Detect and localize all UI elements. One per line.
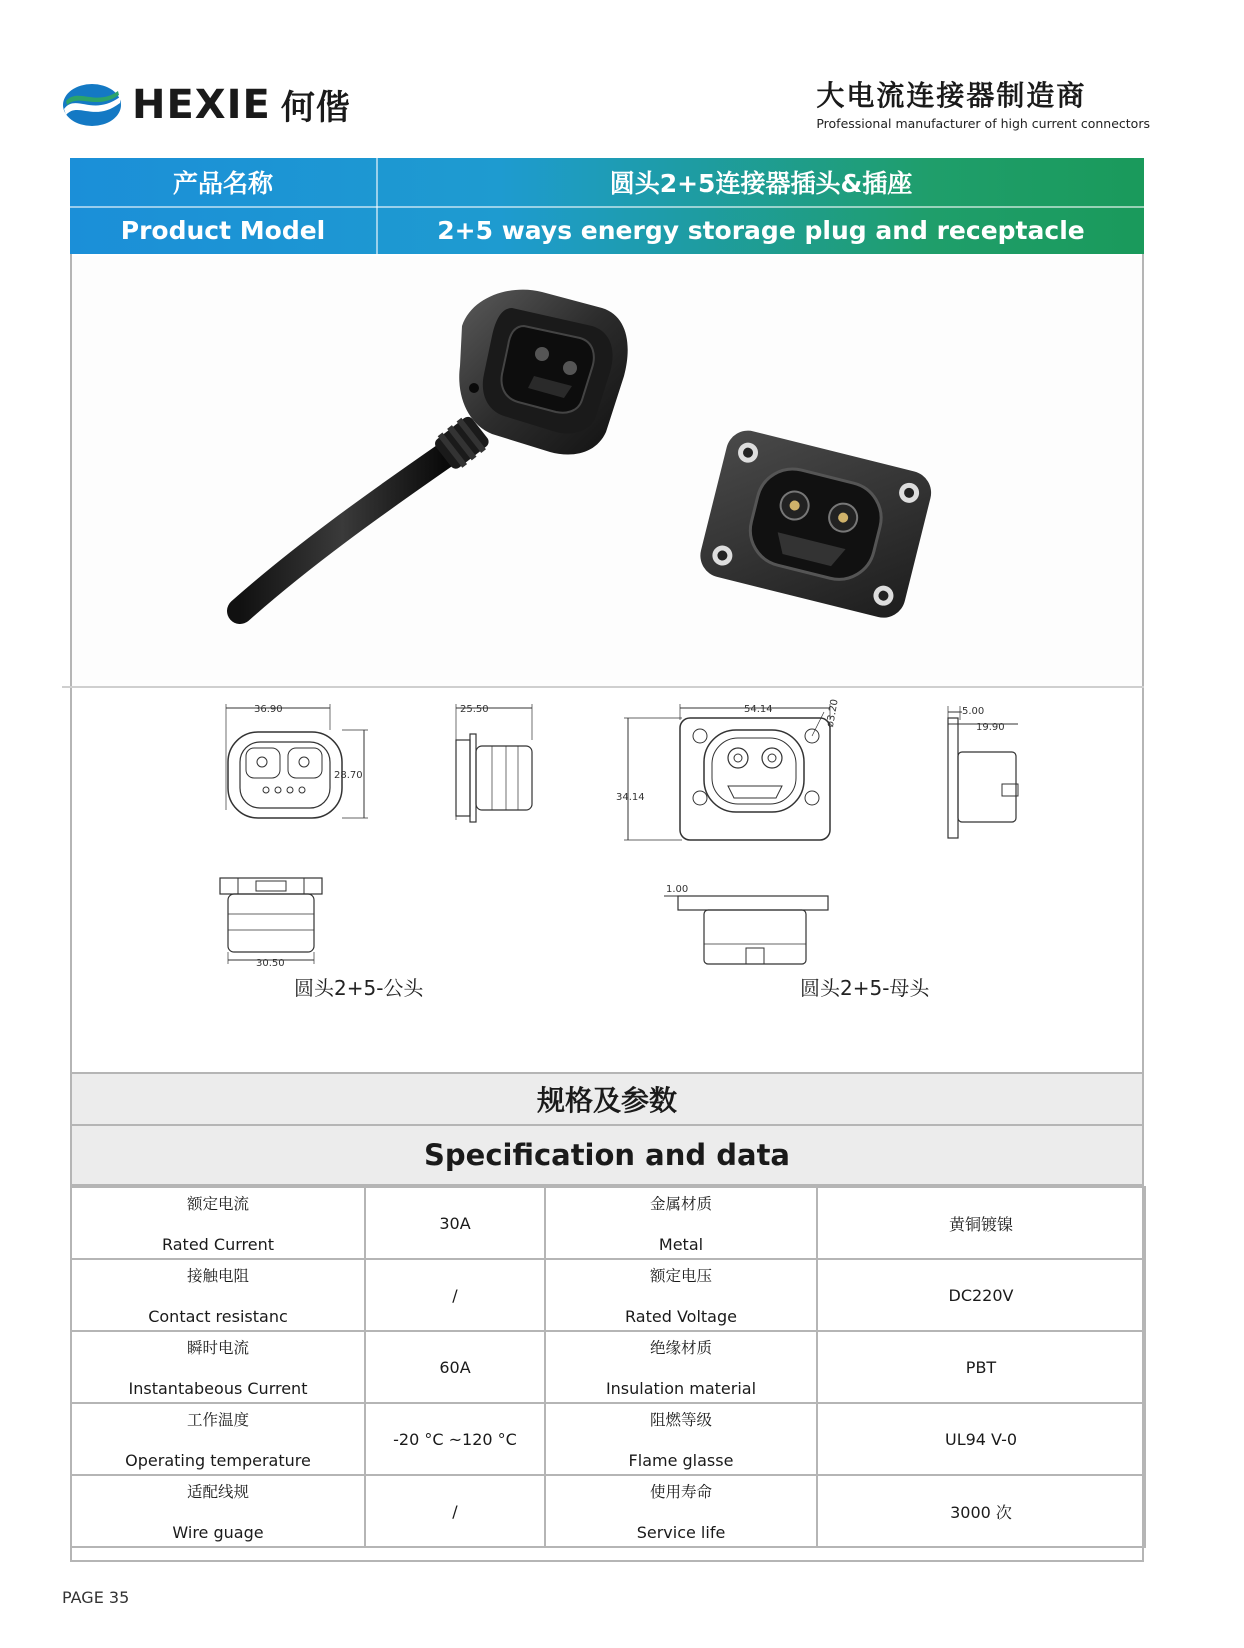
hexie-wave-logo-icon xyxy=(62,83,122,127)
table-row xyxy=(71,1331,1145,1403)
product-photo-image xyxy=(72,256,1142,686)
spec-label-cn: 阻燃等级 xyxy=(649,1411,712,1429)
male-side-view xyxy=(456,704,532,822)
table-row xyxy=(71,1403,1145,1475)
brand-logo xyxy=(62,80,351,129)
spec-heading-cn: 规格及参数 xyxy=(72,1072,1142,1126)
table-row xyxy=(71,1259,1145,1331)
spec-label-right xyxy=(545,1475,817,1547)
spec-label-cn: 额定电压 xyxy=(649,1267,712,1285)
product-name-label: 产品名称 xyxy=(70,158,378,206)
section-divider xyxy=(62,686,1144,688)
female-top-view xyxy=(664,896,828,964)
spec-heading-en: Specification and data xyxy=(72,1126,1142,1186)
male-front-view xyxy=(226,704,368,818)
spec-value: / xyxy=(452,1501,458,1521)
brand-name: HEXIE xyxy=(132,81,271,128)
spec-label-en: Rated Voltage xyxy=(625,1307,737,1326)
spec-label-cn: 工作温度 xyxy=(186,1411,249,1429)
spec-label-left xyxy=(71,1331,365,1403)
spec-value: 60A xyxy=(439,1357,471,1377)
tagline-cn: 大电流连接器制造商 xyxy=(816,79,1087,112)
dim-female-depth: 19.90 xyxy=(976,722,1005,733)
spec-label-en: Instantabeous Current xyxy=(128,1379,308,1398)
spec-label-en: Operating temperature xyxy=(125,1451,311,1470)
page-header xyxy=(0,0,1244,140)
spec-value-left xyxy=(365,1475,545,1547)
spec-label-right xyxy=(545,1187,817,1259)
dim-male-height: 28.70 xyxy=(334,770,363,781)
spec-label-en: Service life xyxy=(636,1523,726,1542)
brand-name-cn: 何偕 xyxy=(280,88,351,128)
spec-value: 3000 次 xyxy=(950,1502,1012,1522)
spec-value: PBT xyxy=(965,1357,997,1377)
spec-label-cn: 额定电流 xyxy=(186,1195,249,1213)
spec-label-en: Wire guage xyxy=(172,1523,264,1542)
spec-value: 30A xyxy=(439,1213,471,1233)
spec-value-right xyxy=(817,1259,1145,1331)
table-row xyxy=(71,1187,1145,1259)
title-row-cn xyxy=(70,158,1144,208)
spec-value: / xyxy=(452,1285,458,1305)
product-name-value: 圆头2+5连接器插头&插座 xyxy=(609,169,913,198)
caption-female: 圆头2+5-母头 xyxy=(800,976,930,1000)
spec-value-right xyxy=(817,1403,1145,1475)
spec-value: UL94 V-0 xyxy=(944,1429,1018,1449)
spec-label-en: Metal xyxy=(658,1235,704,1254)
spec-label-right xyxy=(545,1331,817,1403)
spec-label-left xyxy=(71,1187,365,1259)
dim-female-height: 34.14 xyxy=(616,792,645,803)
spec-label-cn: 金属材质 xyxy=(649,1195,712,1213)
product-model-label: Product Model xyxy=(70,206,378,254)
male-top-view xyxy=(220,878,322,964)
spec-label-cn: 接触电阻 xyxy=(186,1267,249,1285)
spec-label-left xyxy=(71,1403,365,1475)
spec-value: DC220V xyxy=(948,1285,1014,1305)
title-row-en xyxy=(70,206,1144,254)
product-model-value: 2+5 ways energy storage plug and receptacle xyxy=(437,215,1085,245)
tagline-en: Professional manufacturer of high current connectors xyxy=(816,116,1150,131)
spec-label-right xyxy=(545,1403,817,1475)
spec-label-cn: 适配线规 xyxy=(186,1483,249,1501)
dim-male-width: 36.90 xyxy=(254,704,283,715)
dim-female-flange: 5.00 xyxy=(962,706,985,717)
spec-label-en: Contact resistanc xyxy=(148,1307,288,1326)
spec-value-left xyxy=(365,1259,545,1331)
product-photo xyxy=(72,256,1142,686)
spec-label-left xyxy=(71,1259,365,1331)
spec-label-right xyxy=(545,1259,817,1331)
spec-value-left xyxy=(365,1403,545,1475)
spec-label-en: Rated Current xyxy=(161,1235,275,1254)
spec-label-cn: 使用寿命 xyxy=(649,1483,712,1501)
table-row xyxy=(71,1475,1145,1547)
page-number: PAGE 35 xyxy=(62,1588,130,1607)
brand-tagline xyxy=(816,74,1150,131)
spec-value-left xyxy=(365,1331,545,1403)
dim-female-hole: ø3.20 xyxy=(824,698,841,729)
spec-table-body xyxy=(71,1187,1145,1547)
spec-value-left xyxy=(365,1187,545,1259)
product-title-bar xyxy=(70,158,1144,254)
spec-value-right xyxy=(817,1331,1145,1403)
spec-label-cn: 绝缘材质 xyxy=(649,1339,712,1357)
technical-drawings xyxy=(72,690,1142,1070)
caption-male: 圆头2+5-公头 xyxy=(294,976,424,1000)
spec-label-en: Flame glasse xyxy=(628,1451,734,1470)
female-front-view xyxy=(624,704,830,840)
spec-label-cn: 瞬时电流 xyxy=(186,1339,249,1357)
spec-value-right xyxy=(817,1475,1145,1547)
spec-value: -20 °C ~120 °C xyxy=(393,1429,517,1449)
dimension-drawings xyxy=(72,690,1142,1070)
dim-female-width: 54.14 xyxy=(744,704,773,715)
spec-value: 黄铜镀镍 xyxy=(948,1214,1013,1234)
dim-male-top: 30.50 xyxy=(256,958,285,969)
spec-label-en: Insulation material xyxy=(605,1379,757,1398)
dim-female-plate: 1.00 xyxy=(666,884,689,895)
spec-value-right xyxy=(817,1187,1145,1259)
spec-label-left xyxy=(71,1475,365,1547)
spec-table xyxy=(70,1186,1146,1548)
dim-male-depth: 25.50 xyxy=(460,704,489,715)
